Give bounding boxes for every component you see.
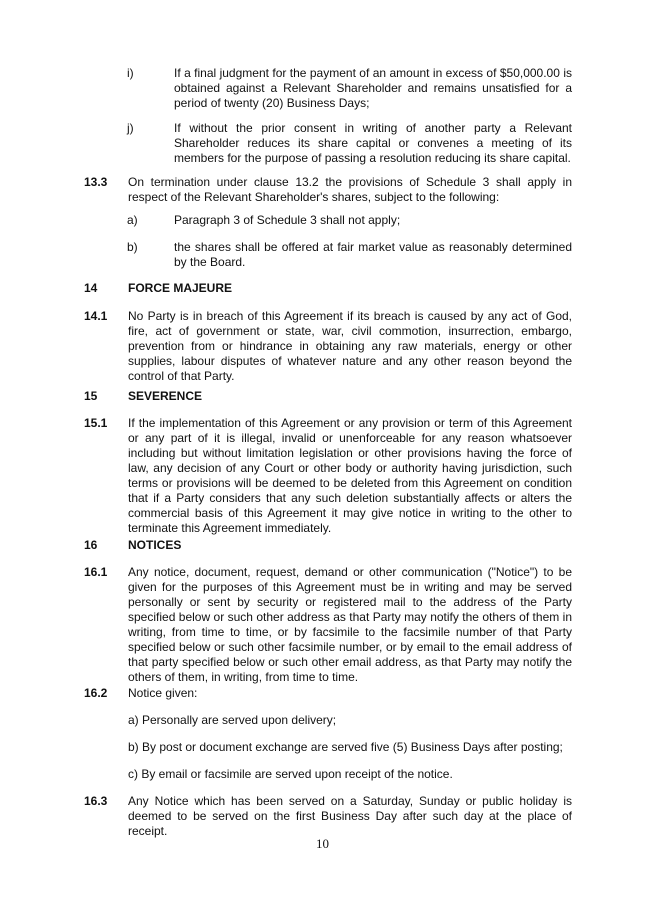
clause-14-1-text: No Party is in breach of this Agreement if its breach is caused by any act of God, fire, act of government or state, war, civil commotion, insurrection, embargo, prevention from or hindrance in obtaining any raw materials, energy or other supplies, labour disputes of whatever nature and any other reason beyond the control of that Party. <box>128 309 572 383</box>
section-16-number: 16 <box>84 538 98 552</box>
clause-16-1-text: Any notice, document, request, demand or other communication ("Notice") to be given for the purposes of this Agreement must be in writing and may be served personally or sent by security or registered mail to the address of the Party specified below or such other address as that Party may notify the others of them in writing, from time to time, or by facsimile to the facsimile number of that Party specified below or such other facsimile number, or by email to the email address of that party specified below or such other email address, as that Party may notify the others of them, in writing, from time to time. <box>128 565 572 684</box>
clause-15-1-text: If the implementation of this Agreement or any provision or term of this Agreement or any part of it is illegal, invalid or unenforceable for any reason whatsoever including but without limitation legislation or other provisions having the force of law, any decision of any Court or other body or authority having jurisdiction, such terms or provisions will be deemed to be deleted from this Agreement on condition that if a Party considers that any such deletion substantially affects or alters the commercial basis of this Agreement it may give notice in writing to the other to terminate this Agreement immediately. <box>128 416 572 535</box>
section-15-number: 15 <box>84 389 98 403</box>
clause-13-3-b-label: b) <box>127 240 138 254</box>
clause-13-3-text: On termination under clause 13.2 the provisions of Schedule 3 shall apply in respect of the Relevant Shareholder's shares, subject to the following: <box>128 175 572 204</box>
clause-16-2-text: Notice given: <box>128 686 198 700</box>
section-14-number: 14 <box>84 281 98 295</box>
item-j-text: If without the prior consent in writing of another party a Relevant Shareholder reduces its share capital or convenes a meeting of its members for the purpose of passing a resolution reducing its share capital. <box>174 121 572 165</box>
clause-16-3-text: Any Notice which has been served on a Saturday, Sunday or public holiday is deemed to be served on the first Business Day after such day at the place of receipt. <box>128 794 572 838</box>
clause-16-2-a: a) Personally are served upon delivery; <box>128 713 337 727</box>
clause-16-2-b: b) By post or document exchange are served five (5) Business Days after posting; <box>128 740 563 754</box>
clause-13-3-number: 13.3 <box>84 175 108 189</box>
item-i-text: If a final judgment for the payment of an amount in excess of $50,000.00 is obtained against a Relevant Shareholder and remains unsatisfied for a period of twenty (20) Business Days; <box>174 66 572 110</box>
section-14-title: FORCE MAJEURE <box>128 281 233 295</box>
clause-13-3-a-text: Paragraph 3 of Schedule 3 shall not apply; <box>174 213 401 227</box>
section-15-title: SEVERENCE <box>128 389 203 403</box>
item-i-label: i) <box>127 66 134 80</box>
clause-16-2-number: 16.2 <box>84 686 108 700</box>
clause-14-1-number: 14.1 <box>84 309 108 323</box>
clause-15-1-number: 15.1 <box>84 416 108 430</box>
clause-16-1-number: 16.1 <box>84 565 108 579</box>
clause-13-3-b-text: the shares shall be offered at fair market value as reasonably determined by the Board. <box>174 240 572 269</box>
item-j-label: j) <box>127 121 134 135</box>
clause-13-3-a-label: a) <box>127 213 138 227</box>
section-16-title: NOTICES <box>128 538 182 552</box>
page-number: 10 <box>316 836 329 851</box>
clause-16-2-c: c) By email or facsimile are served upon receipt of the notice. <box>128 767 453 781</box>
clause-16-3-number: 16.3 <box>84 794 108 808</box>
